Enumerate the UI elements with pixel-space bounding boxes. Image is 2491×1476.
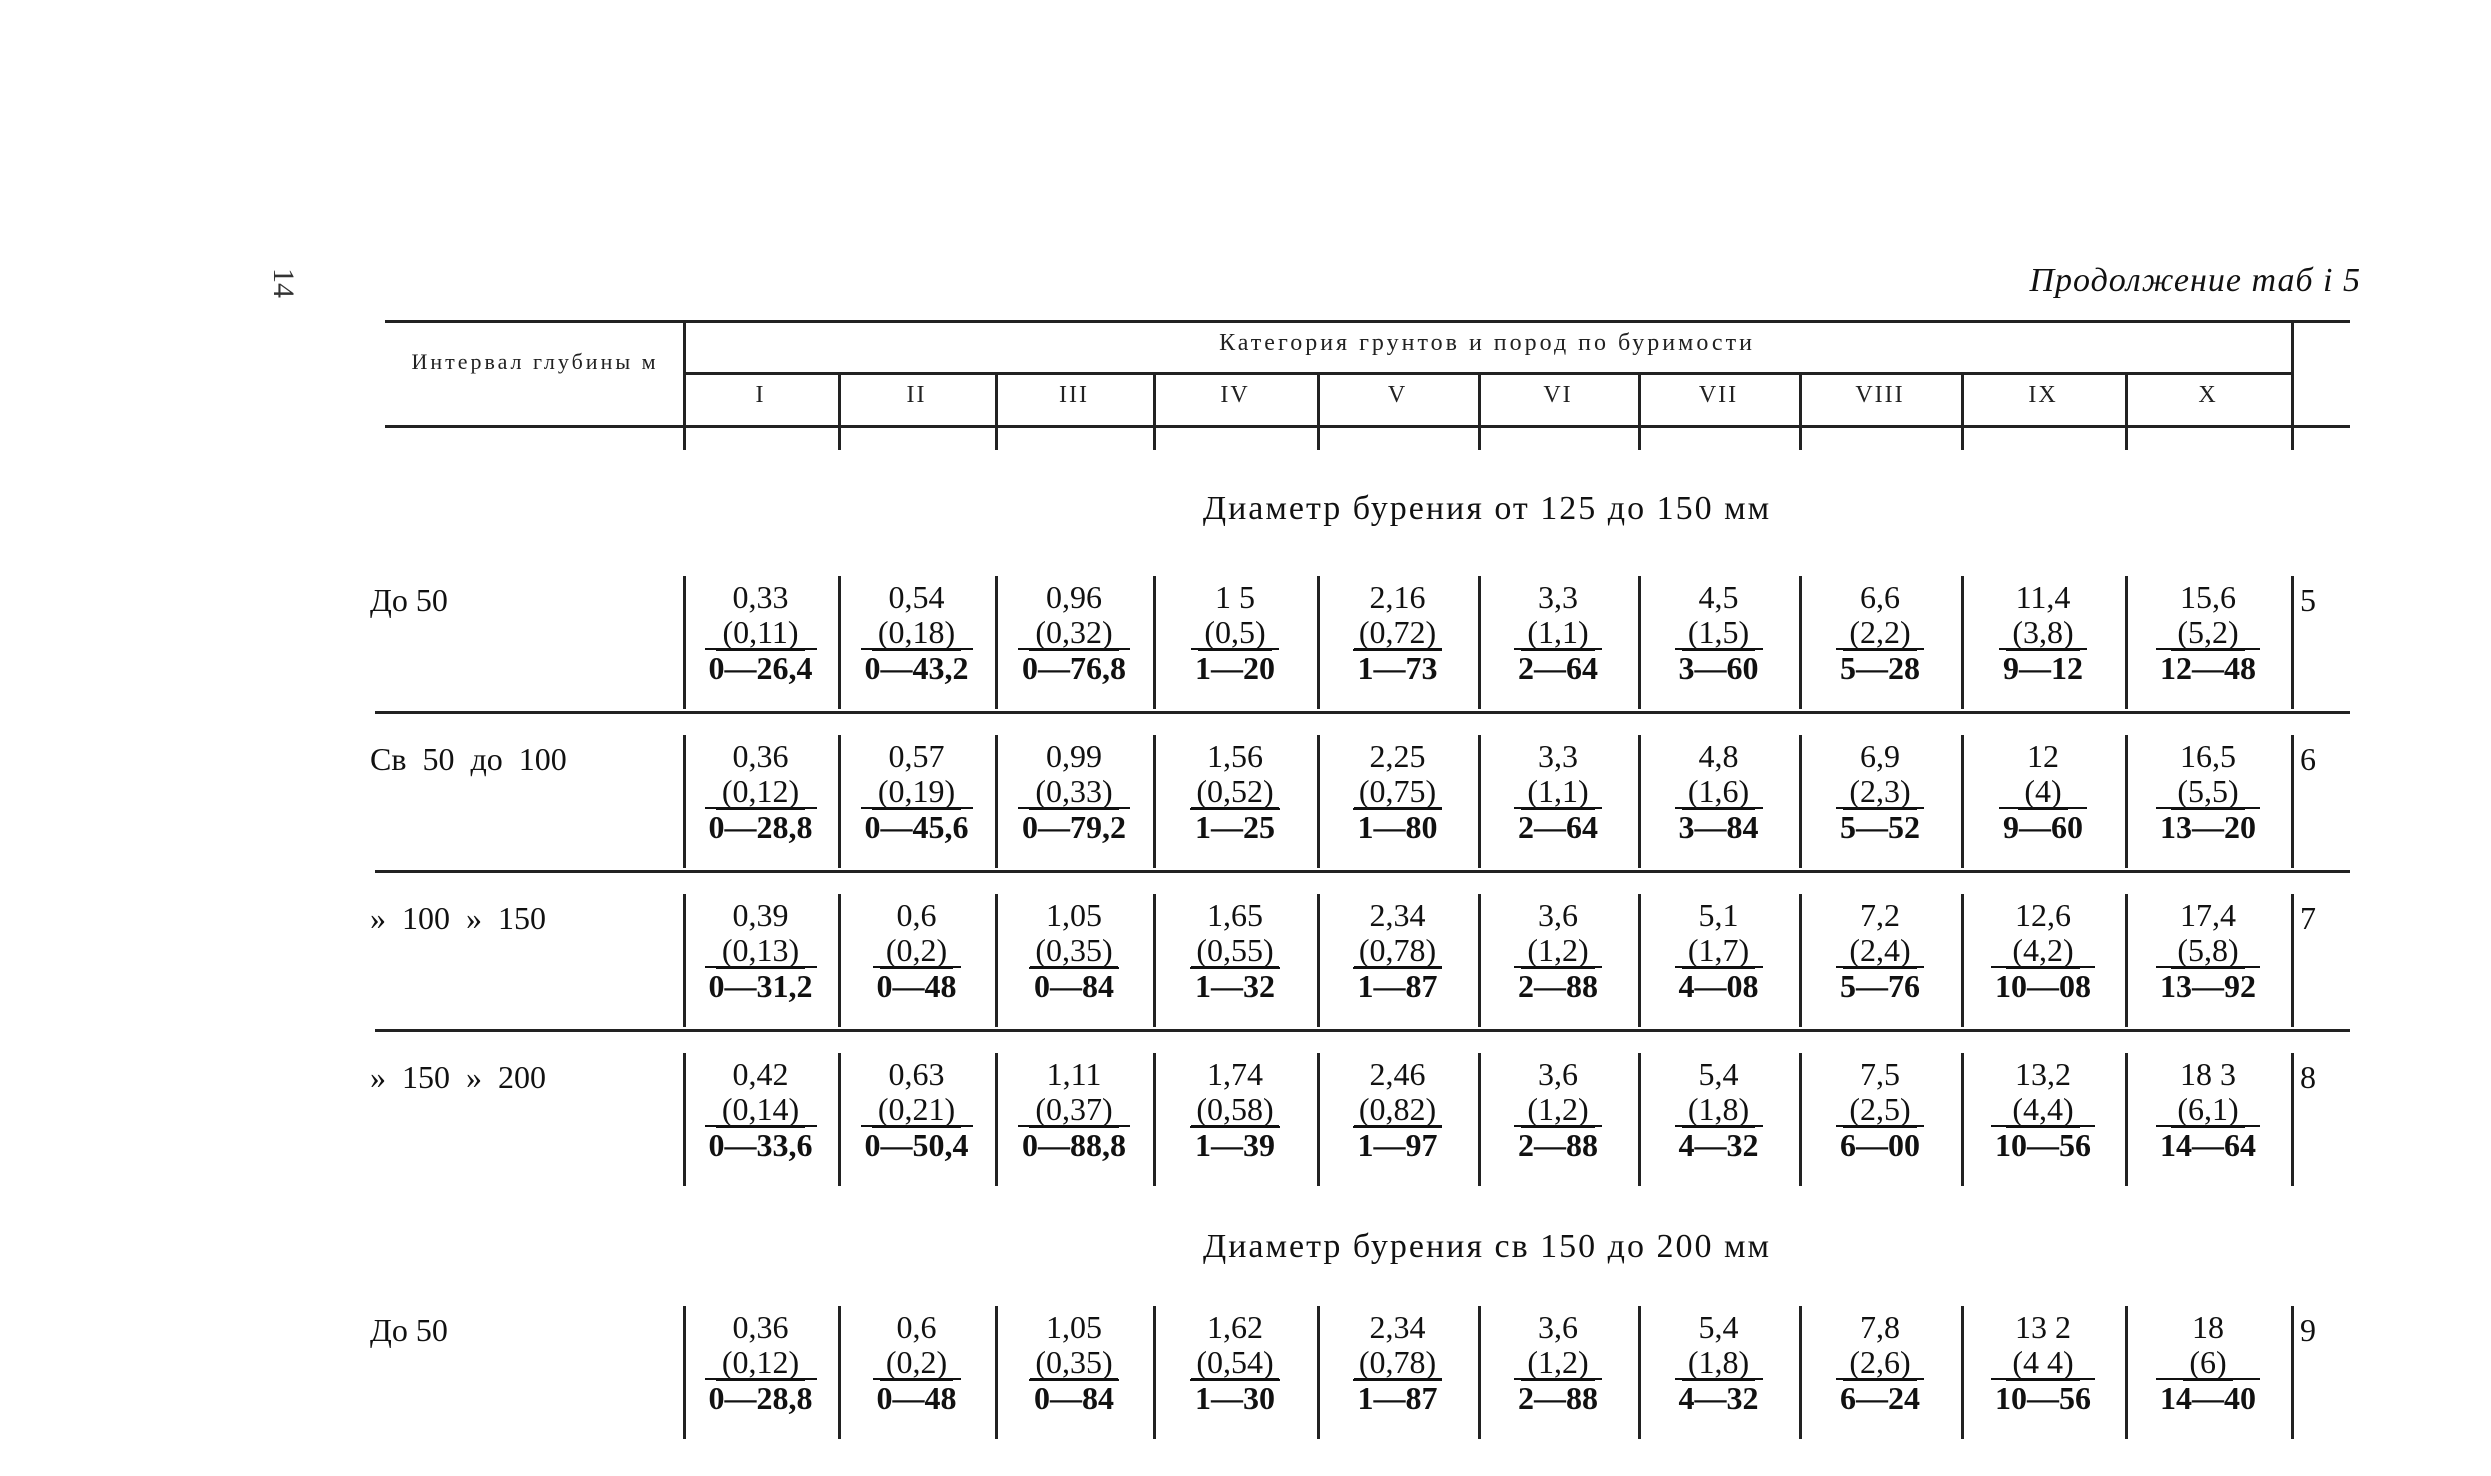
cell-value-range: 0—84 bbox=[1030, 966, 1118, 1004]
cell-value-primary: 16,5 bbox=[2180, 738, 2236, 774]
row-number: 9 bbox=[2300, 1312, 2316, 1348]
cell-value-range: 14—40 bbox=[2156, 1378, 2260, 1416]
table-cell bbox=[1478, 1310, 1638, 1415]
table-cell bbox=[995, 580, 1153, 685]
cell-value-bracketed: (2,5) bbox=[1843, 1092, 1916, 1128]
cell-value-primary: 0,96 bbox=[1046, 579, 1102, 615]
cell-value-bracketed: (1,6) bbox=[1682, 774, 1755, 810]
cell-value-primary: 15,6 bbox=[2180, 579, 2236, 615]
cell-value-range: 0—76,8 bbox=[1018, 648, 1130, 686]
cell-value-primary: 2,34 bbox=[1369, 1309, 1426, 1345]
table-cell bbox=[1317, 1057, 1478, 1162]
table-cell bbox=[1153, 1057, 1317, 1162]
cell-value-bracketed: (1,8) bbox=[1682, 1092, 1755, 1128]
cell-value-primary: 0,39 bbox=[732, 897, 789, 933]
cell-value-primary: 1,56 bbox=[1207, 738, 1263, 774]
table-cell bbox=[1961, 898, 2125, 1003]
cell-value-bracketed: (1,2) bbox=[1521, 1092, 1594, 1128]
cell-value-primary: 0,54 bbox=[888, 579, 945, 615]
category-header-10: X bbox=[2198, 382, 2218, 408]
cell-value-bracketed: (0,14) bbox=[716, 1092, 805, 1128]
table-cell bbox=[683, 898, 838, 1003]
cell-value-primary: 2,34 bbox=[1369, 897, 1426, 933]
cell-value-range: 10—56 bbox=[1991, 1378, 2095, 1416]
cell-value-range: 1—87 bbox=[1354, 1378, 1442, 1416]
cell-value-bracketed: (1,2) bbox=[1521, 933, 1594, 969]
table-cell bbox=[995, 898, 1153, 1003]
cell-value-range: 3—84 bbox=[1675, 807, 1763, 845]
cell-value-bracketed: (1,5) bbox=[1682, 615, 1755, 651]
cell-value-primary: 11,4 bbox=[2015, 579, 2071, 615]
cell-value-range: 0—45,6 bbox=[861, 807, 973, 845]
cell-value-primary: 5,1 bbox=[1698, 897, 1739, 933]
cell-value-primary: 0,36 bbox=[732, 738, 789, 774]
cell-value-primary: 1,05 bbox=[1046, 1309, 1102, 1345]
cell-value-range: 4—32 bbox=[1675, 1125, 1763, 1163]
cell-value-bracketed: (0,12) bbox=[716, 1345, 805, 1381]
cell-value-range: 0—28,8 bbox=[705, 1378, 817, 1416]
soil-category-header: Категория грунтов и пород по буримости bbox=[1219, 330, 1755, 356]
depth-interval-label: Св 50 до 100 bbox=[370, 741, 567, 777]
cell-value-primary: 18 bbox=[2192, 1309, 2224, 1345]
table-cell bbox=[1317, 580, 1478, 685]
cell-value-primary: 3,6 bbox=[1538, 897, 1578, 933]
cell-value-bracketed: (0,2) bbox=[880, 1345, 953, 1381]
cell-value-range: 13—20 bbox=[2156, 807, 2260, 845]
column-divider bbox=[2291, 576, 2294, 709]
column-divider bbox=[2291, 1053, 2294, 1186]
cell-value-range: 5—52 bbox=[1836, 807, 1924, 845]
cell-value-bracketed: (0,12) bbox=[716, 774, 805, 810]
table-cell bbox=[1317, 898, 1478, 1003]
table-cell bbox=[1799, 1310, 1961, 1415]
cell-value-bracketed: (1,8) bbox=[1682, 1345, 1755, 1381]
cell-value-bracketed: (6) bbox=[2183, 1345, 2232, 1381]
cell-value-bracketed: (0,18) bbox=[872, 615, 961, 651]
table-cell bbox=[1153, 580, 1317, 685]
table-cell bbox=[2125, 898, 2291, 1003]
cell-value-bracketed: (4,4) bbox=[2006, 1092, 2079, 1128]
header-mid-rule bbox=[683, 372, 2291, 375]
cell-value-range: 2—88 bbox=[1514, 1125, 1602, 1163]
cell-value-bracketed: (1,1) bbox=[1521, 774, 1594, 810]
cell-value-bracketed: (1,2) bbox=[1521, 1345, 1594, 1381]
cell-value-bracketed: (0,11) bbox=[716, 615, 804, 651]
cell-value-range: 4—08 bbox=[1675, 966, 1763, 1004]
table-cell bbox=[1961, 1057, 2125, 1162]
cell-value-primary: 1,05 bbox=[1046, 897, 1102, 933]
table-continuation-caption: Продолжение таб і 5 bbox=[2029, 262, 2361, 299]
cell-value-primary: 5,4 bbox=[1698, 1309, 1739, 1345]
column-divider bbox=[2291, 735, 2294, 868]
cell-value-range: 0—48 bbox=[873, 966, 961, 1004]
category-header-4: IV bbox=[1220, 382, 1250, 408]
cell-value-range: 0—79,2 bbox=[1018, 807, 1130, 845]
header-divider bbox=[2291, 320, 2294, 450]
category-header-6: VI bbox=[1543, 382, 1573, 408]
cell-value-range: 1—87 bbox=[1354, 966, 1442, 1004]
cell-value-primary: 13,2 bbox=[2015, 1056, 2071, 1092]
cell-value-bracketed: (5,8) bbox=[2171, 933, 2244, 969]
table-cell bbox=[1153, 898, 1317, 1003]
row-separator bbox=[375, 1029, 2350, 1032]
cell-value-bracketed: (0,2) bbox=[880, 933, 953, 969]
header-bottom-rule bbox=[385, 425, 2350, 428]
table-cell bbox=[1799, 739, 1961, 844]
cell-value-range: 1—25 bbox=[1191, 807, 1279, 845]
cell-value-bracketed: (0,75) bbox=[1353, 774, 1442, 810]
cell-value-range: 0—43,2 bbox=[861, 648, 973, 686]
category-header-1: I bbox=[755, 382, 766, 408]
section-title: Диаметр бурения от 125 до 150 мм bbox=[1202, 490, 1772, 527]
cell-value-primary: 5,4 bbox=[1698, 1056, 1739, 1092]
table-cell bbox=[2125, 1057, 2291, 1162]
category-header-9: IX bbox=[2028, 382, 2058, 408]
cell-value-primary: 0,42 bbox=[732, 1056, 789, 1092]
cell-value-bracketed: (2,4) bbox=[1843, 933, 1916, 969]
depth-interval-header: Интервал глубины м bbox=[411, 349, 659, 374]
header-top-rule bbox=[385, 320, 2350, 323]
cell-value-bracketed: (0,21) bbox=[872, 1092, 961, 1128]
table-cell bbox=[1638, 1057, 1799, 1162]
cell-value-bracketed: (3,8) bbox=[2006, 615, 2079, 651]
cell-value-bracketed: (4) bbox=[2018, 774, 2067, 810]
table-cell bbox=[995, 739, 1153, 844]
table-cell bbox=[1478, 1057, 1638, 1162]
table-cell bbox=[1478, 898, 1638, 1003]
cell-value-bracketed: (0,32) bbox=[1029, 615, 1118, 651]
category-header-5: V bbox=[1387, 382, 1408, 408]
cell-value-primary: 7,8 bbox=[1860, 1309, 1900, 1345]
cell-value-primary: 0,99 bbox=[1046, 738, 1102, 774]
cell-value-primary: 0,63 bbox=[888, 1056, 945, 1092]
table-cell bbox=[838, 1057, 995, 1162]
cell-value-primary: 4,8 bbox=[1698, 738, 1739, 774]
table-cell bbox=[683, 739, 838, 844]
cell-value-range: 9—12 bbox=[1999, 648, 2087, 686]
table-cell bbox=[1317, 1310, 1478, 1415]
cell-value-primary: 1,65 bbox=[1207, 897, 1263, 933]
cell-value-bracketed: (0,54) bbox=[1190, 1345, 1279, 1381]
table-cell bbox=[683, 1057, 838, 1162]
cell-value-range: 1—97 bbox=[1354, 1125, 1442, 1163]
cell-value-range: 4—32 bbox=[1675, 1378, 1763, 1416]
cell-value-range: 0—50,4 bbox=[861, 1125, 973, 1163]
cell-value-range: 1—32 bbox=[1191, 966, 1279, 1004]
cell-value-range: 5—76 bbox=[1836, 966, 1924, 1004]
table-cell bbox=[1478, 739, 1638, 844]
cell-value-range: 1—80 bbox=[1354, 807, 1442, 845]
table-cell bbox=[683, 1310, 838, 1415]
row-number: 8 bbox=[2300, 1059, 2316, 1095]
page-number: 14 bbox=[267, 268, 300, 298]
cell-value-range: 2—88 bbox=[1514, 1378, 1602, 1416]
table-cell bbox=[1799, 580, 1961, 685]
table-cell bbox=[1478, 580, 1638, 685]
table-cell bbox=[1799, 1057, 1961, 1162]
table-cell bbox=[838, 580, 995, 685]
cell-value-primary: 17,4 bbox=[2180, 897, 2236, 933]
cell-value-primary: 2,25 bbox=[1369, 738, 1426, 774]
cell-value-bracketed: (0,82) bbox=[1353, 1092, 1442, 1128]
cell-value-primary: 4,5 bbox=[1698, 579, 1739, 615]
table-cell bbox=[1317, 739, 1478, 844]
row-number: 6 bbox=[2300, 741, 2316, 777]
depth-interval-label: » 150 » 200 bbox=[370, 1059, 546, 1095]
cell-value-bracketed: (0,78) bbox=[1353, 933, 1442, 969]
cell-value-range: 1—30 bbox=[1191, 1378, 1279, 1416]
cell-value-bracketed: (1,7) bbox=[1682, 933, 1755, 969]
table-cell bbox=[995, 1310, 1153, 1415]
cell-value-primary: 13 2 bbox=[2015, 1309, 2071, 1345]
cell-value-primary: 7,5 bbox=[1860, 1056, 1900, 1092]
cell-value-range: 6—00 bbox=[1836, 1125, 1924, 1163]
cell-value-bracketed: (6,1) bbox=[2171, 1092, 2244, 1128]
column-divider bbox=[2291, 894, 2294, 1027]
cell-value-range: 0—88,8 bbox=[1018, 1125, 1130, 1163]
cell-value-range: 2—64 bbox=[1514, 807, 1602, 845]
cell-value-range: 10—56 bbox=[1991, 1125, 2095, 1163]
cell-value-primary: 1 5 bbox=[1215, 579, 1255, 615]
cell-value-bracketed: (5,5) bbox=[2171, 774, 2244, 810]
cell-value-primary: 12 bbox=[2027, 738, 2059, 774]
cell-value-primary: 0,6 bbox=[896, 897, 937, 933]
cell-value-primary: 6,6 bbox=[1860, 579, 1900, 615]
row-separator bbox=[375, 711, 2350, 714]
cell-value-primary: 0,33 bbox=[732, 579, 789, 615]
cell-value-primary: 0,6 bbox=[896, 1309, 937, 1345]
cell-value-bracketed: (0,78) bbox=[1353, 1345, 1442, 1381]
category-header-3: III bbox=[1059, 382, 1089, 408]
table-cell bbox=[2125, 580, 2291, 685]
table-cell bbox=[1153, 739, 1317, 844]
cell-value-range: 2—88 bbox=[1514, 966, 1602, 1004]
cell-value-bracketed: (0,58) bbox=[1190, 1092, 1279, 1128]
cell-value-range: 5—28 bbox=[1836, 648, 1924, 686]
cell-value-bracketed: (0,33) bbox=[1029, 774, 1118, 810]
cell-value-range: 0—26,4 bbox=[705, 648, 817, 686]
cell-value-primary: 2,46 bbox=[1369, 1056, 1426, 1092]
cell-value-range: 0—31,2 bbox=[705, 966, 817, 1004]
cell-value-bracketed: (2,6) bbox=[1843, 1345, 1916, 1381]
category-header-8: VIII bbox=[1855, 382, 1905, 408]
cell-value-primary: 2,16 bbox=[1369, 579, 1426, 615]
depth-interval-label: До 50 bbox=[370, 1312, 448, 1348]
cell-value-bracketed: (2,2) bbox=[1843, 615, 1916, 651]
cell-value-bracketed: (0,37) bbox=[1029, 1092, 1118, 1128]
table-cell bbox=[1961, 739, 2125, 844]
table-cell bbox=[838, 1310, 995, 1415]
row-number: 5 bbox=[2300, 582, 2316, 618]
table-cell bbox=[2125, 739, 2291, 844]
cell-value-primary: 7,2 bbox=[1860, 897, 1900, 933]
cell-value-primary: 3,6 bbox=[1538, 1309, 1578, 1345]
table-cell bbox=[1638, 898, 1799, 1003]
cell-value-primary: 0,36 bbox=[732, 1309, 789, 1345]
cell-value-primary: 1,74 bbox=[1207, 1056, 1263, 1092]
cell-value-range: 0—33,6 bbox=[705, 1125, 817, 1163]
table-cell bbox=[1799, 898, 1961, 1003]
table-cell bbox=[1638, 1310, 1799, 1415]
cell-value-bracketed: (0,5) bbox=[1198, 615, 1271, 651]
cell-value-range: 0—28,8 bbox=[705, 807, 817, 845]
cell-value-range: 13—92 bbox=[2156, 966, 2260, 1004]
cell-value-primary: 0,57 bbox=[888, 738, 945, 774]
section-title: Диаметр бурения св 150 до 200 мм bbox=[1203, 1228, 1771, 1265]
cell-value-range: 12—48 bbox=[2156, 648, 2260, 686]
cell-value-range: 14—64 bbox=[2156, 1125, 2260, 1163]
table-cell bbox=[838, 898, 995, 1003]
cell-value-bracketed: (0,19) bbox=[872, 774, 961, 810]
cell-value-range: 1—20 bbox=[1191, 648, 1279, 686]
cell-value-range: 10—08 bbox=[1991, 966, 2095, 1004]
row-separator bbox=[375, 870, 2350, 873]
cell-value-bracketed: (1,1) bbox=[1521, 615, 1594, 651]
depth-interval-label: До 50 bbox=[370, 582, 448, 618]
cell-value-bracketed: (4 4) bbox=[2006, 1345, 2079, 1381]
cell-value-primary: 3,6 bbox=[1538, 1056, 1578, 1092]
row-number: 7 bbox=[2300, 900, 2316, 936]
table-cell bbox=[2125, 1310, 2291, 1415]
table-cell bbox=[1638, 739, 1799, 844]
table-cell bbox=[1638, 580, 1799, 685]
column-divider bbox=[2291, 1306, 2294, 1439]
table-cell bbox=[995, 1057, 1153, 1162]
cell-value-range: 6—24 bbox=[1836, 1378, 1924, 1416]
cell-value-bracketed: (0,55) bbox=[1190, 933, 1279, 969]
cell-value-range: 1—73 bbox=[1354, 648, 1442, 686]
table-cell bbox=[1961, 1310, 2125, 1415]
cell-value-primary: 3,3 bbox=[1538, 579, 1578, 615]
cell-value-bracketed: (2,3) bbox=[1843, 774, 1916, 810]
cell-value-primary: 12,6 bbox=[2015, 897, 2071, 933]
cell-value-bracketed: (5,2) bbox=[2171, 615, 2244, 651]
depth-interval-label: » 100 » 150 bbox=[370, 900, 546, 936]
cell-value-primary: 3,3 bbox=[1538, 738, 1578, 774]
cell-value-bracketed: (0,35) bbox=[1029, 933, 1118, 969]
cell-value-primary: 18 3 bbox=[2180, 1056, 2236, 1092]
cell-value-primary: 1,62 bbox=[1207, 1309, 1263, 1345]
table-cell bbox=[683, 580, 838, 685]
cell-value-primary: 6,9 bbox=[1860, 738, 1900, 774]
cell-value-bracketed: (0,35) bbox=[1029, 1345, 1118, 1381]
table-cell bbox=[1961, 580, 2125, 685]
cell-value-range: 0—48 bbox=[873, 1378, 961, 1416]
cell-value-bracketed: (0,72) bbox=[1353, 615, 1442, 651]
cell-value-range: 3—60 bbox=[1675, 648, 1763, 686]
cell-value-range: 9—60 bbox=[1999, 807, 2087, 845]
cell-value-bracketed: (0,13) bbox=[716, 933, 805, 969]
category-header-2: II bbox=[906, 382, 927, 408]
category-header-7: VII bbox=[1698, 382, 1739, 408]
table-cell bbox=[1153, 1310, 1317, 1415]
cell-value-range: 0—84 bbox=[1030, 1378, 1118, 1416]
cell-value-range: 1—39 bbox=[1191, 1125, 1279, 1163]
cell-value-primary: 1,11 bbox=[1046, 1056, 1102, 1092]
cell-value-range: 2—64 bbox=[1514, 648, 1602, 686]
table-cell bbox=[838, 739, 995, 844]
cell-value-bracketed: (0,52) bbox=[1190, 774, 1279, 810]
cell-value-bracketed: (4,2) bbox=[2006, 933, 2079, 969]
